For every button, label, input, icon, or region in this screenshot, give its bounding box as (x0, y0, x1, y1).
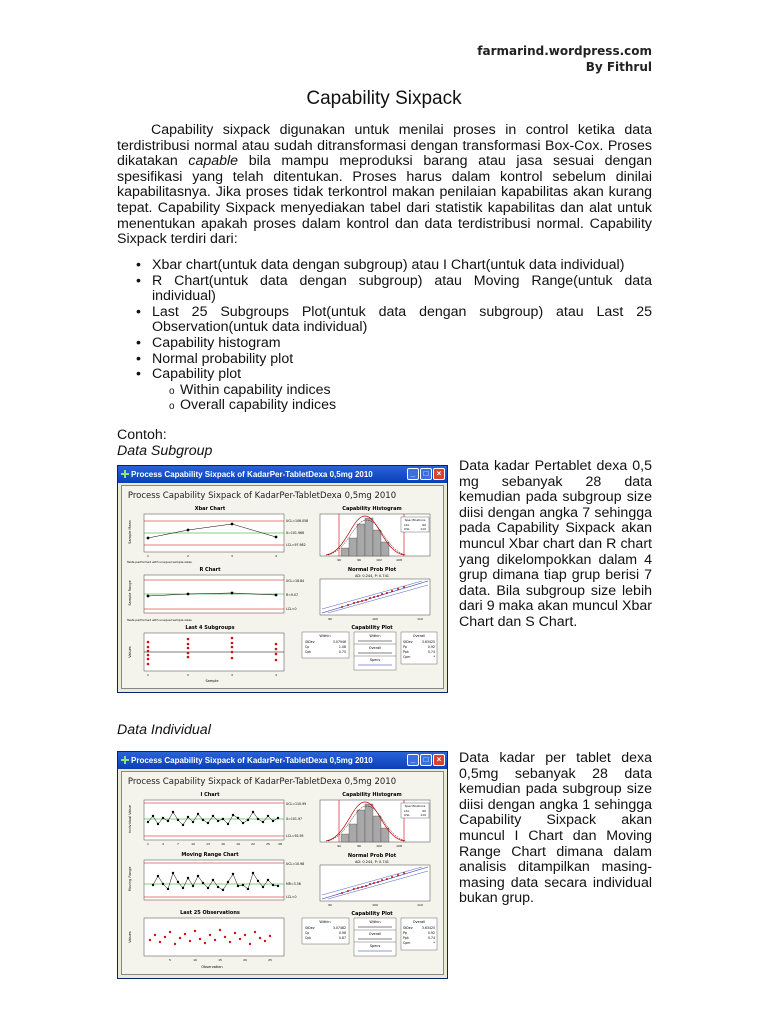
list-item: • Xbar chart(untuk data dengan subgroup) atau I Chart(untuk data individual) (134, 258, 652, 274)
stat-key: StDev (403, 926, 413, 930)
x-tick: 3 (231, 673, 233, 677)
x-tick: 22 (251, 842, 255, 846)
x-tick: 20 (243, 958, 247, 962)
stat-key: Cpm (403, 655, 411, 659)
stat-value: 0.98 (338, 931, 346, 935)
stat-value: 0.74 (427, 650, 435, 654)
stat-key: Cp (305, 931, 310, 935)
intro-paragraph (117, 123, 652, 248)
panel-title-ichart: I Chart (200, 792, 220, 798)
x-axis-label: Sample (205, 679, 219, 683)
stat-key: Pp (403, 645, 407, 649)
lsl-label: LSL (404, 809, 410, 813)
panel-title-capplot: Capability Plot (351, 911, 393, 917)
panel-title-last: Last 25 Observations (180, 910, 240, 916)
hist-tick: 108 (396, 558, 402, 562)
x-tick: 5 (169, 958, 171, 962)
app-icon (121, 470, 129, 478)
overall-title: Overall (412, 920, 426, 924)
stat-value: 3.63425 (421, 926, 435, 930)
window-titlebar (118, 752, 447, 769)
stat-key: Cpm (403, 941, 411, 945)
center-label: MR=3.36 (286, 882, 301, 886)
list-item: • Normal probability plot (134, 352, 652, 368)
stat-key: Ppk (403, 650, 409, 654)
x-tick: 3 (231, 554, 233, 558)
subgroup-description: Data kadar Pertablet dexa 0,5 mg sebanyak 28 data kemudian pada subgroup size diisi dengan angka 7 sehingga pada Capability Sixpack akan muncul Xbar chart dan R chart yang dikelompokkan dalam 4 grup dimana tiap grup berisi 7 data. Bila subgroup size lebih dari 9 maka akan muncul Xbar Chart dan S Chart. (459, 458, 652, 630)
stat-value: 3.07482 (332, 926, 346, 930)
maximize-button[interactable]: □ (420, 754, 432, 766)
stat-key: Cpk (305, 936, 312, 940)
y-axis-label: Moving Range (128, 866, 132, 892)
stat-key: StDev (305, 640, 315, 644)
minimize-button[interactable]: _ (407, 754, 419, 766)
x-tick: 1 (147, 554, 149, 558)
legend-specs: Specs (369, 658, 381, 662)
ucl-label: UCL=110.99 (286, 802, 307, 806)
close-button[interactable]: × (433, 468, 445, 480)
x-tick: 15 (218, 958, 222, 962)
sixpack-graph (122, 772, 445, 976)
list-item: • Capability histogram (134, 336, 652, 352)
stat-key: Cpk (305, 650, 312, 654)
x-tick: 1 (147, 842, 149, 846)
list-item: • R Chart(untuk data dengan subgroup) atau Moving Range(untuk data individual) (134, 274, 652, 305)
sub-list-item: o Within capability indices (169, 383, 652, 399)
graph-title: Process Capability Sixpack of KadarPer-TabletDexa 0,5mg 2010 (127, 777, 397, 787)
lsl-value: 90 (422, 809, 426, 813)
sub-list (152, 383, 652, 414)
y-axis-label: Individual Value (128, 805, 132, 833)
panel-title-histogram: Capability Histogram (342, 506, 402, 512)
author-line: By Fithrul (585, 60, 652, 74)
graph-area (121, 485, 444, 689)
panel-title-xbar: Xbar Chart (194, 506, 226, 512)
within-title: Within (319, 634, 331, 638)
stat-key: StDev (403, 640, 413, 644)
list-item (134, 367, 652, 414)
hist-tick: 102 (376, 844, 382, 848)
ucl-label: UCL=18.84 (286, 579, 305, 583)
example-label: Contoh: (117, 427, 167, 443)
component-list (134, 258, 652, 414)
stat-value: 0.87 (338, 936, 346, 940)
center-label: X=101.97 (286, 817, 303, 821)
stat-value: 0.92 (427, 931, 435, 935)
x-tick: 19 (236, 842, 240, 846)
test-note: Tests performed with unequal sample sizes (127, 560, 192, 564)
ucl-label: UCL=10.98 (286, 862, 305, 866)
usl-value: 110 (420, 813, 426, 817)
prob-tick: 110 (417, 903, 423, 907)
x-tick: 7 (177, 842, 179, 846)
x-tick: 4 (275, 673, 277, 677)
legend-overall: Overall (368, 646, 382, 650)
hist-tick: 108 (396, 844, 402, 848)
stat-key: Pp (403, 931, 407, 935)
window-title: Process Capability Sixpack of KadarPer-TabletDexa 0,5mg 2010 (131, 470, 373, 479)
x-axis-label: Observation (201, 965, 223, 969)
prob-tick: 100 (372, 903, 378, 907)
x-tick: 16 (221, 842, 225, 846)
graph-area (121, 771, 444, 975)
prob-tick: 100 (372, 617, 378, 621)
lcl-label: LCL=0 (286, 895, 297, 899)
panel-title-histogram: Capability Histogram (342, 792, 402, 798)
stat-value: 0.75 (338, 650, 346, 654)
panel-title-r: R Chart (199, 567, 221, 573)
panel-title-probplot: Normal Prob Plot (347, 853, 397, 859)
sixpack-graph (122, 486, 445, 690)
x-tick: 13 (206, 842, 210, 846)
legend-overall: Overall (368, 932, 382, 936)
center-label: R=9.07 (286, 593, 298, 597)
intro-text-2: bila mampu meproduksi barang atau jasa sesuai dengan spesifikasi yang telah ditentukan. Proses harus dalam kontrol sebelum dinilai kapabilitasnya. Jika proses tidak terkontrol makan penilaian kapabilitas akan kurang tepat. Capability Sixpack menyediakan tabel dari statistik kapabilitas dan alat untuk menentukan apakah proses dalam kontrol dan data terdistribusi normal. Capability Sixpack terdiri dari: (117, 153, 652, 248)
minitab-window-subgroup (117, 465, 448, 693)
x-tick: 4 (162, 842, 164, 846)
graph-title: Process Capability Sixpack of KadarPer-TabletDexa 0,5mg 2010 (127, 491, 397, 501)
prob-tick: 110 (417, 617, 423, 621)
x-tick: 4 (275, 554, 277, 558)
panel-title-probplot: Normal Prob Plot (347, 567, 397, 573)
panel-title-last: Last 4 Subgroups (185, 625, 235, 631)
lsl-value: 90 (422, 523, 426, 527)
stat-key: Cp (305, 645, 310, 649)
panel-title-mr: Moving Range Chart (181, 852, 239, 858)
lcl-label: LCL=97.982 (286, 543, 306, 547)
x-tick: 2 (187, 554, 189, 558)
app-icon (121, 756, 129, 764)
close-button[interactable]: × (433, 754, 445, 766)
spec-title: Specifications (404, 804, 426, 808)
x-tick: 28 (278, 842, 282, 846)
section-heading-subgroup: Data Subgroup (117, 443, 213, 459)
stat-value: 0.74 (427, 936, 435, 940)
x-tick: 1 (147, 673, 149, 677)
minitab-window-individual (117, 751, 448, 979)
usl-label: USL (404, 813, 410, 817)
hist-tick: 96 (357, 558, 361, 562)
hist-tick: 90 (337, 558, 341, 562)
lsl-label: LSL (404, 523, 410, 527)
y-axis-label: Sample Mean (128, 520, 132, 544)
legend-within: Within (369, 634, 381, 638)
legend-specs: Specs (369, 944, 381, 948)
stat-value: 0.92 (427, 645, 435, 649)
x-tick: 2 (187, 673, 189, 677)
document-title: Capability Sixpack (306, 88, 462, 109)
stat-value: 3.07946 (332, 640, 346, 644)
sub-list-item: o Overall capability indices (169, 398, 652, 414)
y-axis-label: Values (128, 931, 132, 943)
stat-key: StDev (305, 926, 315, 930)
minimize-button[interactable]: _ (407, 468, 419, 480)
spec-title: Specifications (404, 518, 426, 522)
usl-label: USL (404, 527, 410, 531)
overall-title: Overall (412, 634, 426, 638)
ad-stat: AD: 0.244, P: 0.741 (354, 574, 390, 578)
within-title: Within (319, 920, 331, 924)
panel-title-capplot: Capability Plot (351, 625, 393, 631)
stat-key: Ppk (403, 936, 409, 940)
ucl-label: UCL=106.058 (286, 519, 309, 523)
lcl-label: LCL=92.95 (286, 834, 304, 838)
y-axis-label: Sample Range (128, 580, 132, 606)
x-tick: 25 (266, 842, 270, 846)
prob-tick: 90 (328, 617, 332, 621)
stat-value: 3.63425 (421, 640, 435, 644)
maximize-button[interactable]: □ (420, 468, 432, 480)
stat-value: 1.08 (338, 645, 346, 649)
stat-value: * (433, 655, 435, 659)
intro-text-1: Capability sixpack digunakan untuk menilai proses in control ketika data terdistribusi normal atau sudah ditransformasi dengan transformasi Box-Cox. Proses dikatakan (117, 122, 652, 170)
prob-tick: 90 (328, 903, 332, 907)
center-label: X=101.966 (286, 531, 305, 535)
window-titlebar (118, 466, 447, 483)
usl-value: 110 (420, 527, 426, 531)
lcl-label: LCL=0 (286, 607, 297, 611)
x-tick: 10 (191, 842, 195, 846)
x-tick: 10 (193, 958, 197, 962)
site-url: farmarind.wordpress.com (477, 44, 652, 58)
test-note: Tests performed with unequal sample sizes (127, 618, 192, 622)
window-title: Process Capability Sixpack of KadarPer-TabletDexa 0,5mg 2010 (131, 756, 373, 765)
legend-within: Within (369, 920, 381, 924)
hist-tick: 102 (376, 558, 382, 562)
list-item: • Last 25 Subgroups Plot(untuk data dengan subgroup) atau Last 25 Observation(untuk data individual) (134, 305, 652, 336)
individual-description: Data kadar per tablet dexa 0,5mg sebanyak 28 data kemudian pada subgroup size diisi dengan angka 1 sehingga Capability Sixpack akan muncul I Chart dan Moving Range Chart dimana dalam analisis ditampilkan masing-masing data secara individual bukan grup. (459, 750, 652, 907)
list-item-label: Capability plot (152, 366, 242, 383)
ad-stat: AD: 0.244, P: 0.741 (354, 860, 390, 864)
hist-tick: 96 (357, 844, 361, 848)
y-axis-label: Values (128, 646, 132, 658)
section-heading-individual: Data Individual (117, 722, 211, 738)
capable-term: capable (188, 153, 239, 170)
hist-tick: 90 (337, 844, 341, 848)
x-tick: 25 (268, 958, 272, 962)
stat-value: * (433, 941, 435, 945)
